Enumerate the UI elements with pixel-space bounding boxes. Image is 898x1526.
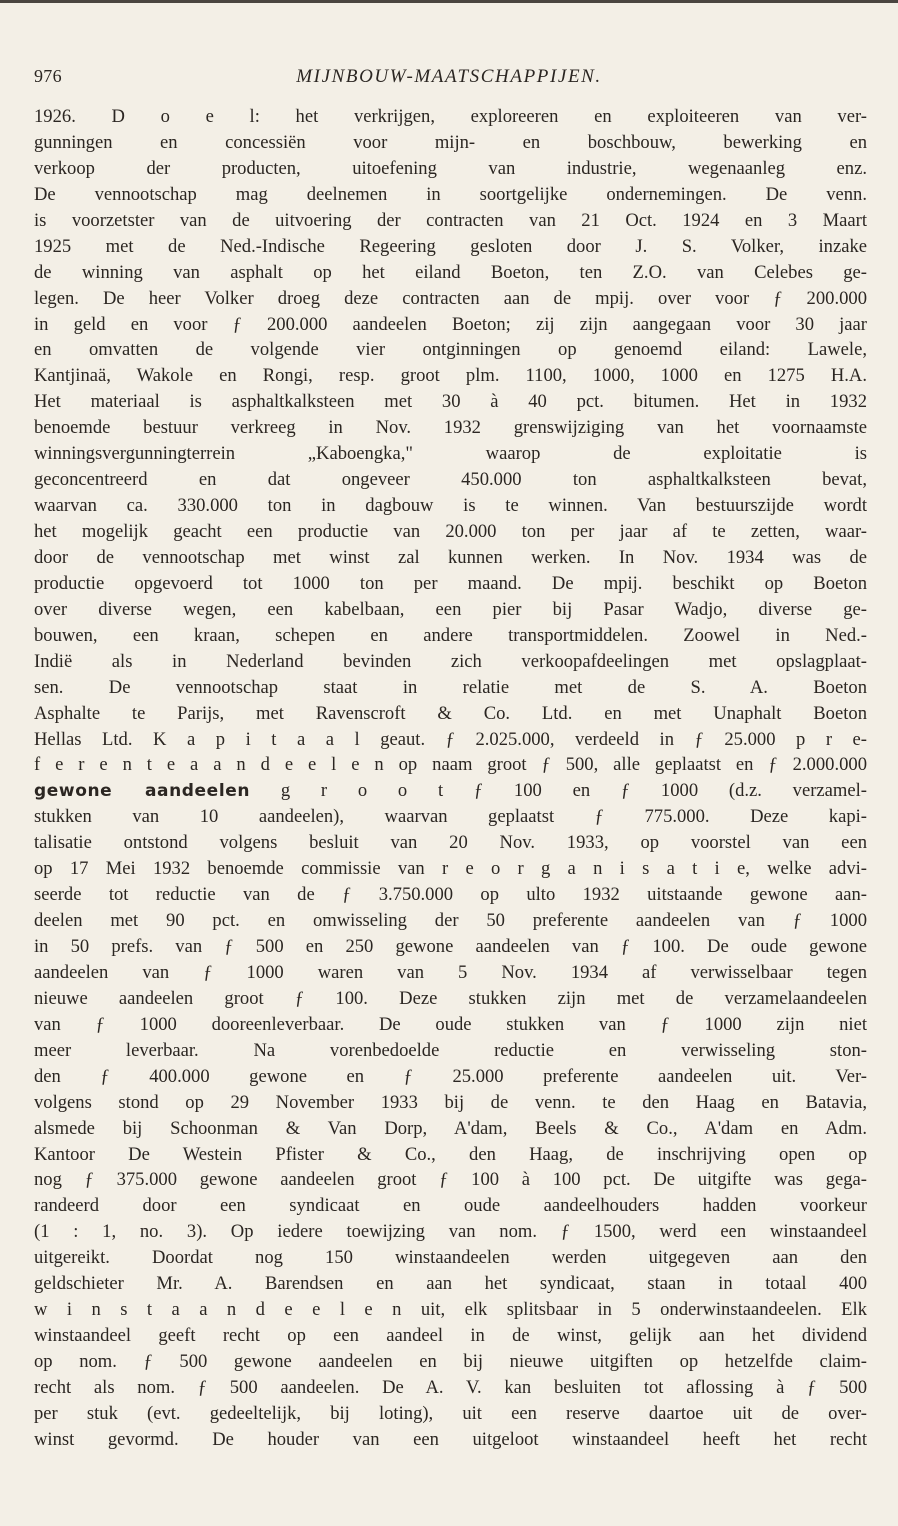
text-line: nieuwe aandeelen groot ƒ 100. Deze stukken zijn met de verzamelaandeelen: [34, 987, 867, 1009]
text-line: in 50 prefs. van ƒ 500 en 250 gewone aandeelen van ƒ 100. De oude gewone: [34, 936, 867, 957]
text-line: op nom. ƒ 500 gewone aandeelen en bij nieuwe uitgiften op hetzelfde claim-: [34, 1351, 867, 1372]
text-line: Kantjinaä, Wakole en Rongi, resp. groot plm. 1100, 1000, 1000 en 1275 H.A.: [34, 365, 867, 387]
running-title: MIJNBOUW-MAATSCHAPPIJEN.: [296, 66, 602, 87]
text-line: uitgereikt. Doordat nog 150 winstaandeelen werden uitgegeven aan den: [34, 1247, 867, 1269]
text-line: door de vennootschap met winst zal kunnen werken. In Nov. 1934 was de: [34, 546, 867, 568]
text-line: Het materiaal is asphaltkalksteen met 30 à 40 pct. bitumen. Het in 1932: [34, 391, 867, 413]
text-line: op 17 Mei 1932 benoemde commissie van r e o r g a n i s a t i e, welke advi-: [34, 858, 867, 880]
text-line: winningsvergunningterrein „Kaboengka," waarop de exploitatie is: [34, 443, 867, 465]
text-line: meer leverbaar. Na vorenbedoelde reductie en verwisseling ston-: [34, 1039, 867, 1061]
text-line: geldschieter Mr. A. Barendsen en aan het syndicaat, staan in totaal 400: [34, 1273, 867, 1295]
text-line: verkoop der producten, uitoefening van industrie, wegenaanleg enz.: [34, 157, 867, 179]
body-text: [34, 104, 867, 1505]
top-border-rule: [0, 0, 898, 3]
text-line: winstaandeel geeft recht op een aandeel in de winst, gelijk aan het dividend: [34, 1325, 867, 1347]
text-line: (1 : 1, no. 3). Op iedere toewijzing van nom. ƒ 1500, werd een winstaandeel: [34, 1221, 867, 1243]
text-line: sen. De vennootschap staat in relatie met de S. A. Boeton: [34, 676, 867, 698]
text-line: bouwen, een kraan, schepen en andere transportmiddelen. Zoowel in Ned.-: [34, 624, 867, 646]
text-line: nog ƒ 375.000 gewone aandeelen groot ƒ 100 à 100 pct. De uitgifte was gega-: [34, 1169, 867, 1191]
text-line: legen. De heer Volker droeg deze contracten aan de mpij. over voor ƒ 200.000: [34, 287, 867, 309]
text-line: van ƒ 1000 dooreenleverbaar. De oude stukken van ƒ 1000 zijn niet: [34, 1013, 867, 1035]
text-line: waarvan ca. 330.000 ton in dagbouw is te winnen. Van bestuurszijde wordt: [34, 495, 867, 517]
text-line: Hellas Ltd. K a p i t a a l geaut. ƒ 2.025.000, verdeeld in ƒ 25.000 p r e-: [34, 728, 867, 750]
text-line: gunningen en concessiën voor mijn- en boschbouw, bewerking en: [34, 131, 867, 153]
text-line: w i n s t a a n d e e l e n uit, elk splitsbaar in 5 onderwinstaandeelen. Elk: [34, 1299, 867, 1321]
text-line: alsmede bij Schoonman & Van Dorp, A'dam, Beels & Co., A'dam en Adm.: [34, 1117, 867, 1139]
text-line: Indië als in Nederland bevinden zich verkoopafdeelingen met opslagplaat-: [34, 650, 867, 672]
text-line: Kantoor De Westein Pfister & Co., den Haag, de inschrijving open op: [34, 1143, 867, 1165]
text-line: De vennootschap mag deelnemen in soortgelijke ondernemingen. De venn.: [34, 183, 867, 205]
text-line: [34, 1453, 867, 1479]
text-line: per stuk (evt. gedeeltelijk, bij loting), uit een reserve daartoe uit de over-: [34, 1402, 867, 1424]
text-line: talisatie ontstond volgens besluit van 20 Nov. 1933, op voorstel van een: [34, 832, 867, 854]
text-line: benoemde bestuur verkreeg in Nov. 1932 grenswijziging van het voornaamste: [34, 417, 867, 439]
text-line: randeerd door een syndicaat en oude aandeelhouders hadden voorkeur: [34, 1195, 867, 1217]
text-line: f e r e n t e a a n d e e l e n op naam groot ƒ 500, alle geplaatst en ƒ 2.000.000: [34, 754, 867, 776]
text-line-with-bold: [34, 778, 867, 804]
text-line: aandeelen van ƒ 1000 waren van 5 Nov. 1934 af verwisselbaar tegen: [34, 961, 867, 983]
text-line: stukken van 10 aandeelen), waarvan geplaatst ƒ 775.000. Deze kapi-: [34, 806, 867, 828]
text-line: in geld en voor ƒ 200.000 aandeelen Boeton; zij zijn aangegaan voor 30 jaar: [34, 313, 867, 335]
text-line: over diverse wegen, een kabelbaan, een pier bij Pasar Wadjo, diverse ge-: [34, 598, 867, 620]
text-line: volgens stond op 29 November 1933 bij de venn. te den Haag en Batavia,: [34, 1091, 867, 1113]
text-line: winst gevormd. De houder van een uitgeloot winstaandeel heeft het recht: [34, 1428, 867, 1450]
text-line: deelen met 90 pct. en omwisseling der 50 preferente aandeelen van ƒ 1000: [34, 910, 867, 932]
text-line: is voorzetster van de uitvoering der contracten van 21 Oct. 1924 en 3 Maart: [34, 209, 867, 231]
text-line: de winning van asphalt op het eiland Boeton, ten Z.O. van Celebes ge-: [34, 261, 867, 283]
text-line: seerde tot reductie van de ƒ 3.750.000 op ulto 1932 uitstaande gewone aan-: [34, 884, 867, 906]
text-line: recht als nom. ƒ 500 aandeelen. De A. V. kan besluiten tot aflossing à ƒ 500: [34, 1376, 867, 1398]
bold-heading-gewone-aandeelen: gewone aandeelen: [34, 781, 251, 802]
text-line: Asphalte te Parijs, met Ravenscroft & Co. Ltd. en met Unaphalt Boeton: [34, 702, 867, 724]
text-line: en omvatten de volgende vier ontginningen op genoemd eiland: Lawele,: [34, 339, 867, 361]
text-line-rest: g r o o t ƒ 100 en ƒ 1000 (d.z. verzamel-: [250, 780, 867, 802]
text-line: 1926. D o e l: het verkrijgen, exploreeren en exploiteeren van ver-: [34, 106, 867, 127]
text-line: [34, 1479, 867, 1505]
page-number: 976: [34, 66, 62, 86]
text-line: 1925 met de Ned.-Indische Regeering gesloten door J. S. Volker, inzake: [34, 235, 867, 257]
text-line: geconcentreerd en dat ongeveer 450.000 ton asphaltkalksteen bevat,: [34, 469, 867, 491]
text-line: productie opgevoerd tot 1000 ton per maand. De mpij. beschikt op Boeton: [34, 572, 867, 594]
text-line: den ƒ 400.000 gewone en ƒ 25.000 preferente aandeelen uit. Ver-: [34, 1065, 867, 1087]
text-line: het mogelijk geacht een productie van 20.000 ton per jaar af te zetten, waar-: [34, 521, 867, 542]
